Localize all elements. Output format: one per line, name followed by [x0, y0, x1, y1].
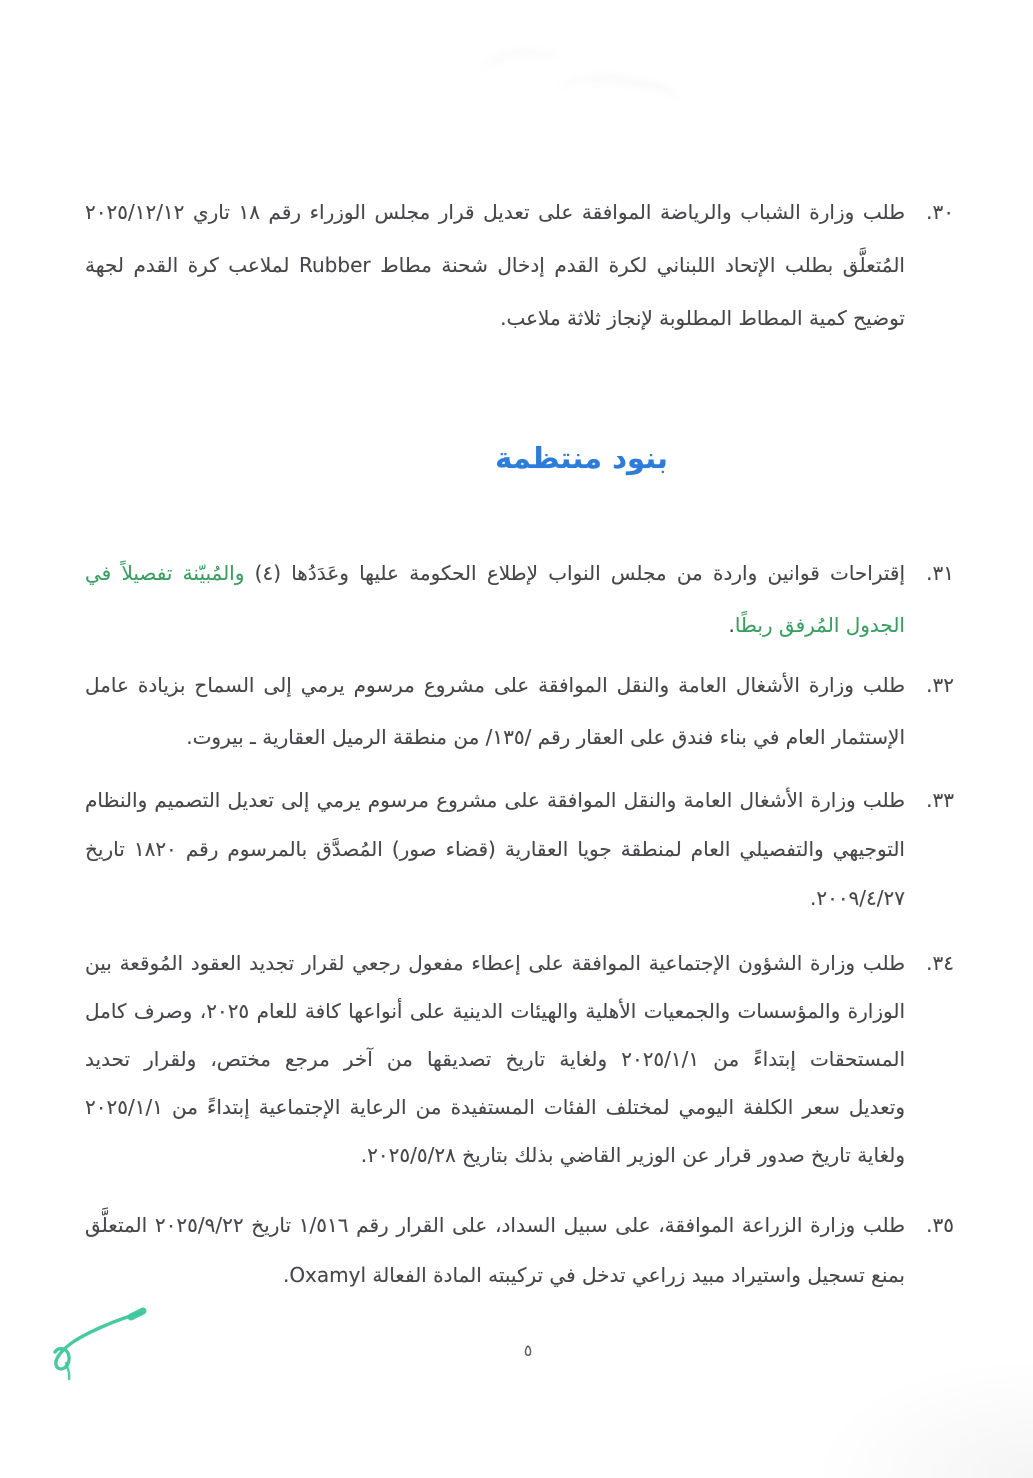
item-text-line — [85, 599, 905, 651]
agenda-item-31 — [85, 547, 954, 651]
agenda-item-35 — [85, 1200, 954, 1300]
item-number: ٣٢. — [926, 673, 954, 697]
item-text-line: طلب وزارة الزراعة الموافقة، على سبيل السداد، على القرار رقم ١/٥١٦ تاريخ ٢٠٢٥/٩/٢٢ المتعلَّق — [85, 1213, 906, 1237]
item-text-black: إقتراحات قوانين واردة من مجلس النواب لإطلاع الحكومة عليها وعَدَدُها (٤) — [254, 561, 906, 585]
item-text-line: ولغاية تاريخ صدور قرار عن الوزير القاضي بذلك بتاريخ ٢٠٢٥/٥/٢٨. — [360, 1143, 905, 1167]
item-number: ٣٥. — [926, 1213, 954, 1237]
item-text-line: طلب وزارة الشؤون الإجتماعية الموافقة على إعطاء مفعول رجعي لقرار تجديد العقود المُوقعة بين — [85, 951, 905, 975]
item-text-line: طلب وزارة الأشغال العامة والنقل الموافقة على مشروع مرسوم يرمي إلى السماح بزيادة عامل — [85, 673, 905, 697]
item-text-line: المستحقات إبتداءً من ٢٠٢٥/١/١ ولغاية تاريخ تصديقها من آخر مرجع مختص، ولقرار تحديد — [85, 1047, 905, 1071]
item-text-line: بمنع تسجيل واستيراد مبيد زراعي تدخل في تركيبته المادة الفعالة Oxamyl. — [282, 1263, 905, 1287]
item-text-line: طلب وزارة الشباب والرياضة الموافقة على تعديل قرار مجلس الوزراء رقم ١٨ تاري ٢٠٢٥/١٢/١٢ — [85, 200, 905, 224]
section-heading: بنود منتظمة — [495, 441, 668, 475]
signature-scribble-icon — [46, 1300, 150, 1384]
scan-smudge — [559, 72, 682, 118]
highlighted-text-green: الجدول المُرفق ربطًا — [734, 613, 905, 637]
item-number: ٣٤. — [926, 951, 954, 975]
item-text-line: ٢٠٠٩/٤/٢٧. — [809, 886, 905, 910]
scan-smudge — [478, 47, 561, 87]
item-text-line: الوزارة والمؤسسات والجمعيات الأهلية والهيئات الدينية على أنواعها كافة للعام ٢٠٢٥، وصرف كامل — [85, 999, 906, 1023]
item-number: ٣٠. — [926, 200, 954, 224]
item-number: ٣١. — [926, 561, 954, 585]
agenda-item-34 — [85, 939, 954, 1179]
item-number: ٣٣. — [926, 788, 954, 812]
item-text-line: طلب وزارة الأشغال العامة والنقل الموافقة على مشروع مرسوم يرمي إلى تعديل التصميم والنظام — [85, 788, 905, 812]
item-text-line: التوجيهي والتفصيلي العام لمنطقة جويا العقارية (قضاء صور) المُصدَّق بالمرسوم رقم ١٨٢٠ تاريخ — [85, 837, 905, 861]
item-text-line: وتعديل سعر الكلفة اليومي لمختلف الفئات المستفيدة من الرعاية الإجتماعية إبتداءً من ٢٠٢٥/١/١ — [85, 1095, 905, 1119]
agenda-item-30 — [85, 186, 954, 345]
agenda-item-33 — [85, 776, 954, 923]
item-text-line: توضيح كمية المطاط المطلوبة لإنجاز ثلاثة ملاعب. — [500, 306, 905, 330]
item-text-line: الإستثمار العام في بناء فندق على العقار رقم /١٣٥/ من منطقة الرميل العقارية ـ بيروت. — [186, 725, 905, 749]
item-text-line: المُتعلَّق بطلب الإتحاد اللبناني لكرة القدم إدخال شحنة مطاط Rubber لملاعب كرة القدم لجهة — [85, 253, 905, 277]
highlighted-text-green: والمُبيّنة تفصيلاً في — [85, 561, 245, 585]
page-number: ٥ — [523, 1341, 533, 1360]
sentence-period: . — [728, 613, 735, 637]
scan-corner-shade — [813, 1358, 1033, 1478]
agenda-item-32 — [85, 659, 954, 763]
item-text-line — [85, 547, 905, 599]
